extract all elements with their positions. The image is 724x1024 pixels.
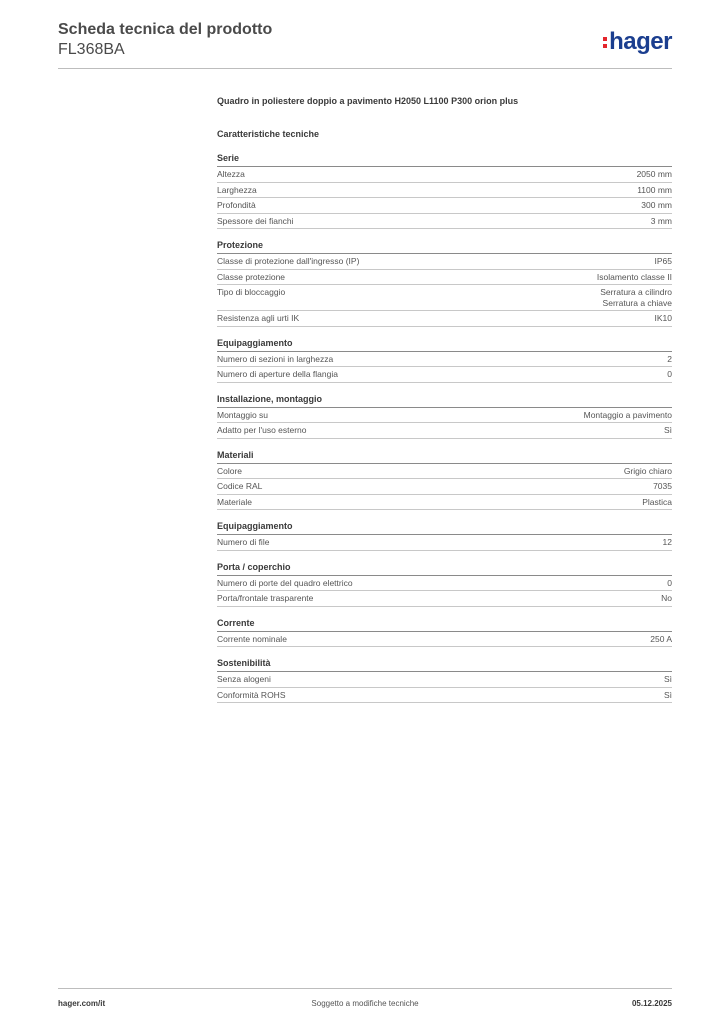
spec-row [217,535,672,551]
spec-value-line: Plastica [642,496,672,507]
logo-text: hager [609,28,672,55]
spec-value-line: 3 mm [650,215,672,226]
spec-value-line: Montaggio a pavimento [583,409,672,420]
spec-value [664,674,672,685]
spec-value [600,287,672,308]
spec-value-line: 300 mm [641,200,672,210]
spec-label: Numero di sezioni in larghezza [217,353,334,364]
spec-section [217,338,672,383]
footer-note: Soggetto a modifiche tecniche [311,999,419,1008]
spec-value-line: 250 A [650,633,672,644]
spec-value [661,593,672,604]
spec-row [217,198,672,214]
spec-row [217,479,672,495]
section-title: Sostenibilità [217,658,672,672]
spec-row [217,688,672,704]
spec-value-line: Sì [663,674,672,684]
spec-label: Montaggio su [217,409,269,420]
section-title: Equipaggiamento [217,338,672,352]
spec-section [217,521,672,551]
spec-value-line: Serratura a chiave [602,297,672,308]
spec-value [664,425,672,436]
tech-characteristics-title: Caratteristiche tecniche [217,129,320,139]
spec-value [584,410,672,421]
spec-label: Adatto per l'uso esterno [217,425,307,435]
spec-value [667,369,672,380]
spec-section [217,153,672,229]
spec-value [624,466,672,477]
section-title: Equipaggiamento [217,521,672,535]
spec-label: Spessore dei fianchi [217,215,294,226]
page-footer [58,988,672,1008]
spec-row [217,167,672,183]
document-header [58,20,272,60]
spec-row [217,576,672,592]
spec-value-line: Grigio chiaro [623,465,672,476]
spec-label: Numero di porte del quadro elettrico [217,577,353,588]
spec-value-line: Sì [663,425,672,435]
spec-label: Larghezza [217,184,257,195]
spec-label: Senza alogeni [217,674,271,684]
product-code: FL368BA [58,41,125,58]
spec-row [217,672,672,688]
spec-row [217,270,672,286]
spec-value [653,481,672,492]
spec-value-line: No [661,593,672,603]
page-title: Scheda tecnica del prodotto [58,21,273,38]
spec-row [217,183,672,199]
hager-logo [603,28,672,56]
spec-row [217,311,672,327]
section-title: Materiali [217,450,672,464]
section-title: Protezione [217,240,672,254]
logo-dots-icon [603,34,607,51]
spec-row [217,367,672,383]
spec-label: Codice RAL [217,481,263,491]
spec-label: Profondità [217,200,256,210]
spec-section [217,658,672,703]
section-title: Serie [217,153,672,167]
spec-value [642,497,672,508]
spec-sections [217,153,672,703]
spec-section [217,450,672,511]
spec-value-line: 12 [662,537,672,547]
spec-value-line: Serratura a cilindro [600,287,672,297]
spec-label: Numero di file [217,537,270,547]
product-description: Quadro in poliestere doppio a pavimento H2050 L1100 P300 orion plus [217,96,519,106]
spec-value [651,216,672,227]
spec-row [217,632,672,648]
spec-label: Conformità ROHS [217,689,286,700]
spec-value-line: 2 [667,353,672,364]
spec-label: Porta/frontale trasparente [217,593,314,603]
section-title: Porta / coperchio [217,562,672,576]
spec-label: Colore [217,465,243,476]
spec-value [663,537,672,548]
spec-row [217,408,672,424]
spec-value [637,169,672,180]
spec-row [217,423,672,439]
spec-value [637,185,672,196]
spec-value-line: IK10 [654,313,672,323]
spec-row [217,352,672,368]
spec-value-line: Sì [663,689,672,700]
spec-value-line: IP65 [654,256,672,266]
spec-value [597,272,672,283]
header-divider [58,68,672,69]
spec-label: Classe di protezione dall'ingresso (IP) [217,256,360,266]
spec-label: Corrente nominale [217,633,287,644]
spec-label: Resistenza agli urti IK [217,313,300,323]
spec-section [217,394,672,439]
spec-value [667,578,672,589]
spec-value-line: 0 [667,577,672,588]
spec-value-line: 1100 mm [637,184,672,195]
spec-value [641,200,672,211]
spec-label: Classe protezione [217,271,286,282]
spec-value-line: 7035 [653,481,672,491]
section-title: Installazione, montaggio [217,394,672,408]
spec-section [217,562,672,607]
footer-date: 05.12.2025 [631,999,672,1008]
spec-row [217,464,672,480]
spec-label: Tipo di bloccaggio [217,287,286,297]
spec-value-line: Isolamento classe II [596,271,672,282]
spec-section [217,240,672,327]
spec-row [217,285,672,311]
footer-website[interactable]: hager.com/it [58,999,106,1008]
spec-content [217,96,672,714]
spec-value [667,354,672,365]
spec-value [664,690,672,701]
spec-section [217,618,672,648]
spec-row [217,214,672,230]
spec-value-line: 2050 mm [636,169,672,179]
spec-row [217,591,672,607]
spec-label: Altezza [217,169,245,179]
spec-value [650,634,672,645]
spec-label: Materiale [217,496,252,507]
spec-value-line: 0 [667,369,672,379]
spec-value [655,313,673,324]
spec-row [217,495,672,511]
spec-label: Numero di aperture della flangia [217,369,338,379]
spec-value [655,256,673,267]
spec-row [217,254,672,270]
section-title: Corrente [217,618,672,632]
